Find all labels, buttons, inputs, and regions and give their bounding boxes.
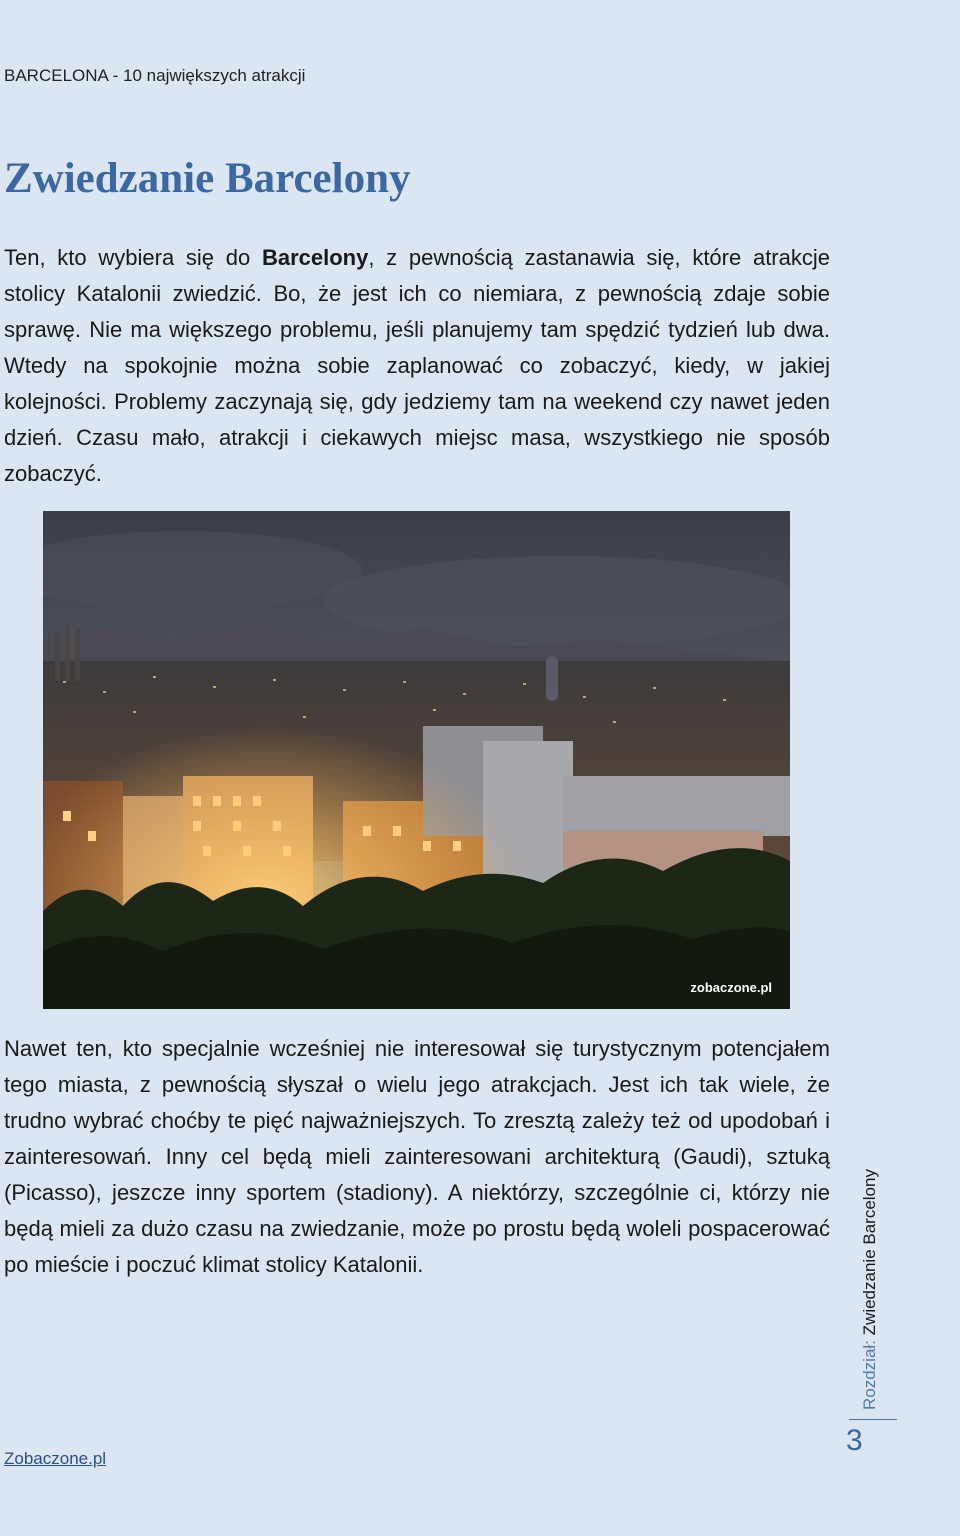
page-title: Zwiedzanie Barcelony xyxy=(4,155,411,202)
intro-bold-city: Barcelony xyxy=(261,245,369,270)
sidebar-divider xyxy=(849,1419,897,1420)
chapter-name: Zwiedzanie Barcelony xyxy=(860,1169,879,1336)
body-paragraph: Nawet ten, kto specjalnie wcześniej nie interesował się turystycznym potencjałem tego miasta, z pewnością słyszał o wielu jego atrakcjach. Jest ich tak wiele, że trudno wybrać choćby te pięć najważniejszych. To zresztą zależy też od upodobań i zainteresowań. Inny cel będą mieli zainteresowani architekturą (Gaudi), sztuką (Picasso), jeszcze inny sportem (stadiony). A niektórzy, szczególnie ci, którzy nie będą mieli za dużo czasu na zwiedzanie, może po prostu będą woleli pospacerować po mieście i poczuć klimat stolicy Katalonii. xyxy=(4,1036,830,1277)
page-number: 3 xyxy=(846,1424,863,1457)
intro-text-start: Ten, kto wybiera się do xyxy=(4,245,262,270)
footer-site-link[interactable]: Zobaczone.pl xyxy=(4,1449,107,1468)
barcelona-night-photo xyxy=(43,511,790,1009)
photo-watermark: zobaczone.pl xyxy=(690,980,772,995)
running-header: BARCELONA - 10 największych atrakcji xyxy=(4,66,306,85)
intro-paragraph xyxy=(4,240,830,492)
chapter-label: Rozdział: xyxy=(860,1340,879,1410)
intro-text-end: , z pewnością zastanawia się, które atrakcje stolicy Katalonii zwiedzić. Bo, że jest ich co niemiara, z pewnością zdaje sobie sprawę. Nie ma większego problemu, jeśli planujemy tam spędzić tydzień lub dwa. Wtedy na spokojnie można sobie zaplanować co zobaczyć, kiedy, w jakiej kolejności. Problemy zaczynają się, gdy jedziemy tam na weekend czy nawet jeden dzień. Czasu mało, atrakcji i ciekawych miejsc masa, wszystkiego nie sposób zobaczyć. xyxy=(4,245,830,486)
city-skyline-illustration xyxy=(43,511,790,1009)
chapter-sidebar-label xyxy=(860,1169,880,1410)
